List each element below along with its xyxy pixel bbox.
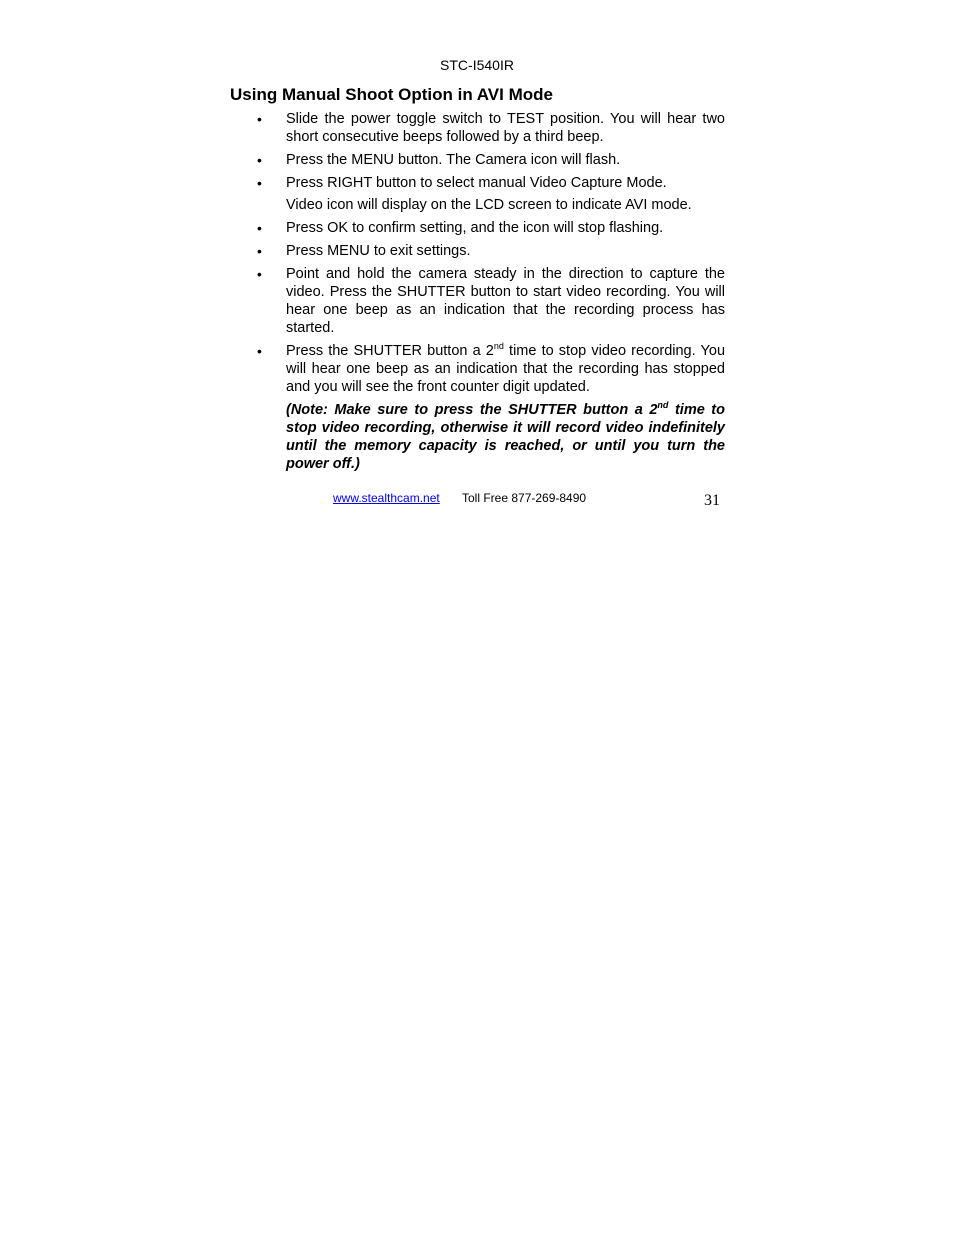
list-item-text: Video icon will display on the LCD screen to indicate AVI mode.	[286, 197, 692, 213]
bullet-icon: •	[257, 243, 262, 259]
toll-free-phone: Toll Free 877-269-8490	[462, 491, 587, 505]
list-item	[255, 242, 725, 260]
note-text	[286, 401, 725, 473]
bullet-icon: •	[257, 266, 262, 282]
list-item-text: Point and hold the camera steady in the direction to capture the video. Press the SHUTTER button to start video recording. You will hear one beep as an indication that the recording process has started.	[286, 266, 725, 336]
list-item-text	[286, 343, 725, 395]
bullet-icon: •	[257, 111, 262, 127]
list-item-text-start: Press the SHUTTER button a 2	[286, 343, 494, 359]
note-text-end: time to stop video recording, otherwise it will record video indefinitely until the memory capacity is reached, or until you turn the power off.)	[286, 402, 725, 472]
list-item	[255, 174, 725, 214]
bullet-icon: •	[257, 175, 262, 191]
document-header-model: STC-I540IR	[440, 57, 514, 73]
website-link[interactable]: www.stealthcam.net	[333, 491, 440, 505]
list-item-text: Press MENU to exit settings.	[286, 243, 471, 259]
list-item-text: Slide the power toggle switch to TEST position. You will hear two short consecutive beeps followed by a third beep.	[286, 111, 725, 145]
instruction-list	[255, 110, 725, 473]
list-item-text: Press OK to confirm setting, and the icon will stop flashing.	[286, 220, 664, 236]
list-item	[255, 265, 725, 337]
ordinal-suffix: nd	[493, 341, 504, 351]
ordinal-suffix: nd	[657, 400, 669, 410]
note-container	[255, 401, 725, 473]
list-item-text-end: time to stop video recording. You will hear one beep as an indication that the recording has stopped and you will see the front counter digit updated.	[286, 343, 726, 395]
bullet-icon: •	[257, 343, 262, 359]
list-item-text: Press RIGHT button to select manual Video Capture Mode.	[286, 175, 667, 191]
list-item	[255, 219, 725, 237]
list-item-text: Press the MENU button. The Camera icon will flash.	[286, 152, 621, 168]
bullet-icon: •	[257, 152, 262, 168]
section-title: Using Manual Shoot Option in AVI Mode	[230, 85, 553, 104]
list-item	[255, 151, 725, 169]
list-item	[255, 342, 725, 396]
page-number: 31	[704, 492, 720, 509]
list-item	[255, 110, 725, 146]
note-text-start: (Note: Make sure to press the SHUTTER button a 2	[286, 402, 658, 418]
bullet-icon: •	[257, 220, 262, 236]
